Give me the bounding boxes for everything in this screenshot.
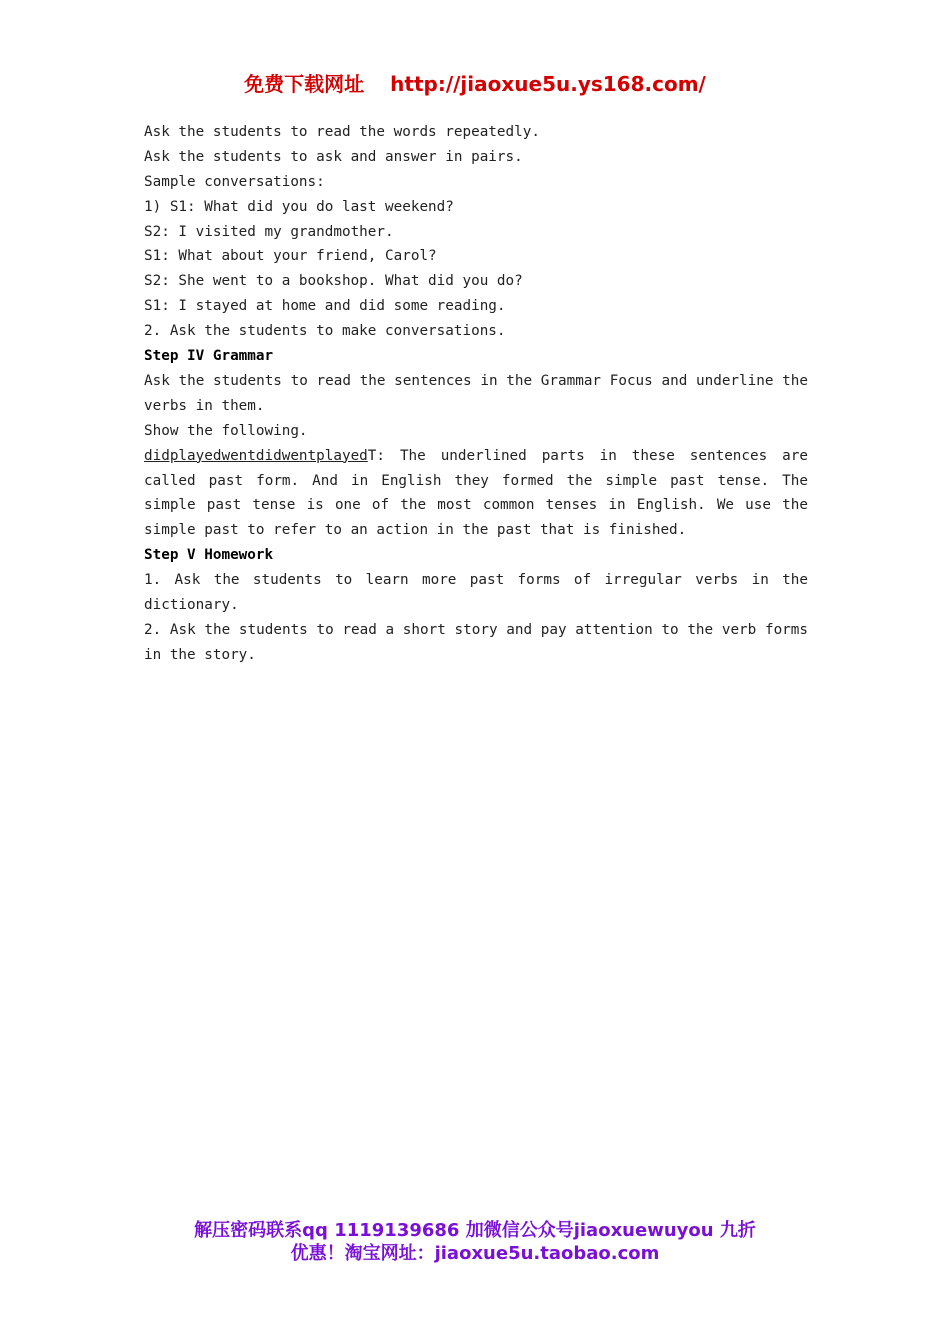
homework-item-1: 1. Ask the students to learn more past forms of irregular verbs in the dictionary. xyxy=(144,572,808,614)
page-footer xyxy=(0,1219,950,1265)
body-line: S2: I visited my grandmother. xyxy=(144,223,394,240)
body-line: 1) S1: What did you do last weekend? xyxy=(144,198,454,215)
explanation-text: T: The underlined parts in these sentences are called past form. And in English they formed the simple past tense. The simple past tense is one of the most common tenses in English. We use the simple past to refer to an action in the past that is finished. xyxy=(144,447,808,539)
step5-heading: Step V Homework xyxy=(144,547,274,564)
underlined-verbs: didplayedwentdidwentplayed xyxy=(144,447,368,464)
show-line: Show the following. xyxy=(144,422,308,439)
body-line: Ask the students to read the words repeatedly. xyxy=(144,124,540,140)
header-label: 免费下载网址 xyxy=(244,72,365,96)
step4-heading: Step IV Grammar xyxy=(144,348,274,365)
header-url-link[interactable]: http://jiaoxue5u.ys168.com/ xyxy=(390,72,706,96)
body-line: Ask the students to ask and answer in pairs. xyxy=(144,148,523,165)
page-header xyxy=(0,68,950,97)
body-line: S2: She went to a bookshop. What did you do? xyxy=(144,273,523,290)
grammar-paragraph: Ask the students to read the sentences in the Grammar Focus and underline the verbs in them. xyxy=(144,372,808,414)
footer-line-1: 解压密码联系qq 1119139686 加微信公众号jiaoxuewuyou 九折 xyxy=(194,1220,756,1241)
homework-item-2: 2. Ask the students to read a short story and pay attention to the verb forms in the story. xyxy=(144,621,808,663)
body-line: 2. Ask the students to make conversations. xyxy=(144,323,506,340)
body-line: S1: I stayed at home and did some reading. xyxy=(144,298,506,315)
explanation-paragraph xyxy=(144,444,808,544)
document-body xyxy=(144,120,808,668)
footer-line-2: 优惠！淘宝网址：jiaoxue5u.taobao.com xyxy=(290,1243,660,1264)
body-line: S1: What about your friend, Carol? xyxy=(144,248,437,265)
body-line: Sample conversations: xyxy=(144,173,325,190)
